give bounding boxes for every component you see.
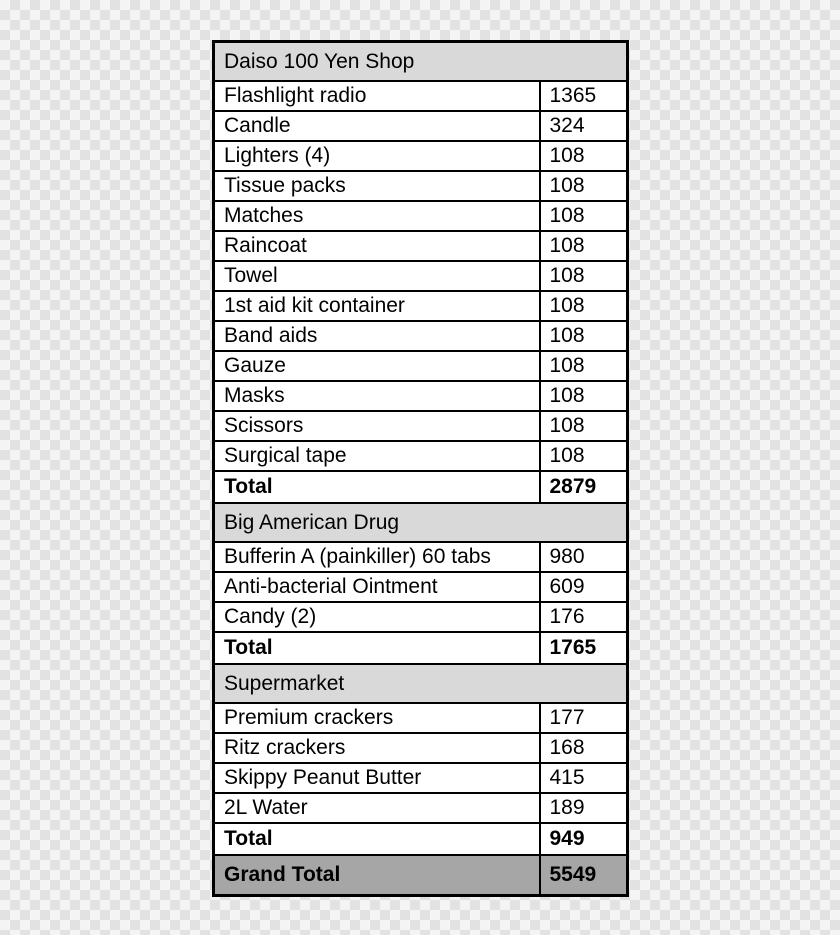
item-name: Scissors	[214, 411, 540, 441]
grand-total-amount: 5549	[540, 855, 628, 896]
item-amount: 609	[540, 572, 628, 602]
item-name: Anti-bacterial Ointment	[214, 572, 540, 602]
store-name: Daiso 100 Yen Shop	[214, 42, 628, 81]
item-name: 2L Water	[214, 793, 540, 823]
item-row	[214, 231, 628, 261]
item-name: Matches	[214, 201, 540, 231]
subtotal-row	[214, 823, 628, 855]
grand-total-label: Grand Total	[214, 855, 540, 896]
item-amount: 108	[540, 351, 628, 381]
item-amount: 108	[540, 231, 628, 261]
item-amount: 108	[540, 411, 628, 441]
subtotal-row	[214, 471, 628, 503]
item-amount: 108	[540, 171, 628, 201]
item-row	[214, 321, 628, 351]
subtotal-row	[214, 632, 628, 664]
subtotal-label: Total	[214, 823, 540, 855]
item-amount: 168	[540, 733, 628, 763]
item-name: Candy (2)	[214, 602, 540, 632]
item-row	[214, 602, 628, 632]
subtotal-amount: 1765	[540, 632, 628, 664]
item-row	[214, 261, 628, 291]
item-name: Towel	[214, 261, 540, 291]
item-name: Raincoat	[214, 231, 540, 261]
item-name: Premium crackers	[214, 703, 540, 733]
item-row	[214, 111, 628, 141]
store-name: Big American Drug	[214, 503, 628, 542]
item-name: Band aids	[214, 321, 540, 351]
item-row	[214, 291, 628, 321]
item-row	[214, 381, 628, 411]
item-row	[214, 542, 628, 572]
item-row	[214, 793, 628, 823]
item-name: Surgical tape	[214, 441, 540, 471]
item-amount: 324	[540, 111, 628, 141]
item-row	[214, 572, 628, 602]
item-amount: 177	[540, 703, 628, 733]
item-row	[214, 201, 628, 231]
item-row	[214, 441, 628, 471]
item-amount: 980	[540, 542, 628, 572]
item-row	[214, 411, 628, 441]
item-name: Flashlight radio	[214, 81, 540, 111]
store-header-row	[214, 42, 628, 81]
item-row	[214, 733, 628, 763]
item-amount: 108	[540, 261, 628, 291]
item-amount: 189	[540, 793, 628, 823]
item-row	[214, 703, 628, 733]
item-name: Bufferin A (painkiller) 60 tabs	[214, 542, 540, 572]
item-name: Masks	[214, 381, 540, 411]
item-row	[214, 81, 628, 111]
item-amount: 1365	[540, 81, 628, 111]
item-row	[214, 351, 628, 381]
item-name: Lighters (4)	[214, 141, 540, 171]
item-amount: 415	[540, 763, 628, 793]
subtotal-label: Total	[214, 632, 540, 664]
item-name: 1st aid kit container	[214, 291, 540, 321]
item-amount: 108	[540, 201, 628, 231]
store-name: Supermarket	[214, 664, 628, 703]
item-amount: 108	[540, 321, 628, 351]
item-row	[214, 171, 628, 201]
item-row	[214, 763, 628, 793]
item-amount: 176	[540, 602, 628, 632]
item-amount: 108	[540, 441, 628, 471]
item-name: Tissue packs	[214, 171, 540, 201]
item-name: Gauze	[214, 351, 540, 381]
item-name: Skippy Peanut Butter	[214, 763, 540, 793]
item-amount: 108	[540, 141, 628, 171]
item-name: Ritz crackers	[214, 733, 540, 763]
item-amount: 108	[540, 291, 628, 321]
grand-total-row	[214, 855, 628, 896]
store-header-row	[214, 664, 628, 703]
subtotal-amount: 949	[540, 823, 628, 855]
subtotal-amount: 2879	[540, 471, 628, 503]
expense-table	[212, 40, 629, 897]
item-row	[214, 141, 628, 171]
item-amount: 108	[540, 381, 628, 411]
item-name: Candle	[214, 111, 540, 141]
subtotal-label: Total	[214, 471, 540, 503]
store-header-row	[214, 503, 628, 542]
